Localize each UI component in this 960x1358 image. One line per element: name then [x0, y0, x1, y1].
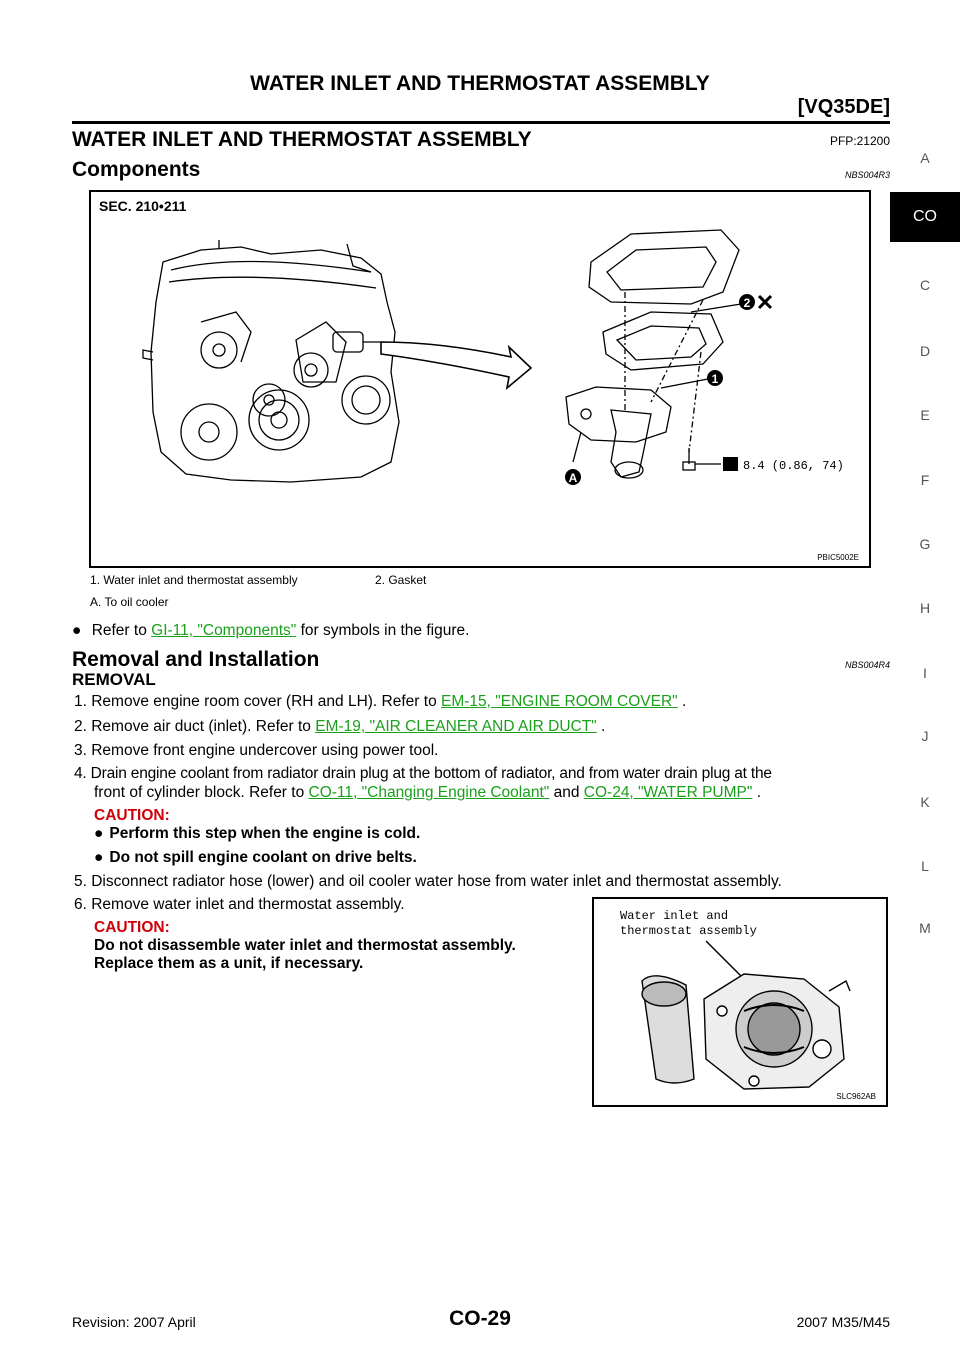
caution-1-bullet-1: ● Perform this step when the engine is cold.: [94, 825, 421, 842]
pfp-code: PFP:21200: [829, 134, 890, 148]
components-ref: NBS004R3: [844, 170, 890, 180]
side-index-g[interactable]: G: [919, 536, 931, 552]
legend-item-1: 1. Water inlet and thermostat assembly: [90, 573, 298, 587]
figure-2-code: SLC962AB: [836, 1092, 876, 1101]
callout-2: 2: [743, 296, 751, 310]
side-index-co[interactable]: CO: [890, 192, 960, 242]
figure-2-label-2: thermostat assembly: [620, 924, 757, 938]
step-2: 2. Remove air duct (inlet). Refer to EM-19, "AIR CLEANER AND AIR DUCT" .: [74, 718, 606, 735]
side-index-j[interactable]: J: [921, 728, 929, 744]
symbols-note: ● Refer to GI-11, "Components" for symbols in the figure.: [72, 622, 470, 639]
bullet: ●: [94, 825, 104, 842]
footer-revision: Revision: 2007 April: [72, 1314, 196, 1330]
torque-value: 8.4 (0.86, 74): [743, 459, 844, 473]
footer-model: 2007 M35/M45: [796, 1314, 890, 1330]
caution-2-line-1: Do not disassemble water inlet and thermostat assembly.: [94, 937, 516, 954]
removal-heading: Removal and Installation: [72, 648, 320, 671]
side-index-i[interactable]: I: [923, 665, 927, 681]
thermostat-photo-illustration: [594, 899, 886, 1105]
caution-1-title: CAUTION:: [94, 807, 170, 824]
components-figure: [89, 190, 871, 568]
bullet: ●: [94, 849, 104, 866]
step-3: 3. Remove front engine undercover using power tool.: [74, 742, 439, 759]
link-co-24[interactable]: CO-24, "WATER PUMP": [583, 784, 753, 801]
side-index-e[interactable]: E: [920, 407, 930, 423]
callout-a: A: [568, 471, 578, 485]
step-4-line-1: 4. Drain engine coolant from radiator drain plug at the bottom of radiator, and from water drain plug at the: [74, 765, 772, 782]
page-header-title: WATER INLET AND THERMOSTAT ASSEMBLY: [250, 72, 710, 95]
thermostat-assembly-figure: [592, 897, 888, 1107]
caution-2-line-2: Replace them as a unit, if necessary.: [94, 955, 364, 972]
engine-code: [VQ35DE]: [797, 96, 890, 118]
caution-2-title: CAUTION:: [94, 919, 170, 936]
side-index-c[interactable]: C: [919, 277, 931, 293]
figure-2-label-1: Water inlet and: [620, 909, 729, 923]
page-number: CO-29: [449, 1307, 511, 1330]
side-index-h[interactable]: H: [919, 600, 931, 616]
step-1: 1. Remove engine room cover (RH and LH). Refer to EM-15, "ENGINE ROOM COVER" .: [74, 693, 687, 710]
link-gi-11-components[interactable]: GI-11, "Components": [151, 622, 297, 639]
components-heading: Components: [72, 158, 201, 181]
callout-1: 1: [711, 372, 719, 386]
step-4-line-2: front of cylinder block. Refer to CO-11, "Changing Engine Coolant" and CO-24, "WATER PUMP" .: [94, 784, 762, 801]
bullet: ●: [72, 622, 82, 639]
legend-item-a: A. To oil cooler: [90, 595, 169, 609]
side-index-d[interactable]: D: [919, 343, 931, 359]
removal-subheading: REMOVAL: [72, 670, 156, 689]
side-index-l[interactable]: L: [921, 858, 929, 874]
header-rule: [72, 121, 890, 124]
side-index-a[interactable]: A: [920, 150, 930, 166]
step-5: 5. Disconnect radiator hose (lower) and oil cooler water hose from water inlet and thermostat assembly.: [74, 873, 782, 890]
link-co-11[interactable]: CO-11, "Changing Engine Coolant": [308, 784, 550, 801]
figure-sec-label: SEC. 210•211: [99, 198, 187, 214]
side-index-m[interactable]: M: [919, 920, 931, 936]
step-6: 6. Remove water inlet and thermostat assembly.: [74, 896, 405, 913]
figure-code: PBIC5002E: [817, 553, 859, 562]
removal-ref: NBS004R4: [844, 660, 890, 670]
section-title: WATER INLET AND THERMOSTAT ASSEMBLY: [72, 128, 532, 151]
engine-thermostat-illustration: [91, 192, 869, 566]
legend-item-2: 2. Gasket: [375, 573, 427, 587]
link-em-15[interactable]: EM-15, "ENGINE ROOM COVER": [441, 693, 678, 710]
caution-1-bullet-2: ● Do not spill engine coolant on drive belts.: [94, 849, 417, 866]
torque-wrench-icon: [723, 457, 738, 471]
side-index-k[interactable]: K: [920, 794, 930, 810]
link-em-19[interactable]: EM-19, "AIR CLEANER AND AIR DUCT": [315, 718, 597, 735]
side-index-f[interactable]: F: [920, 472, 930, 488]
